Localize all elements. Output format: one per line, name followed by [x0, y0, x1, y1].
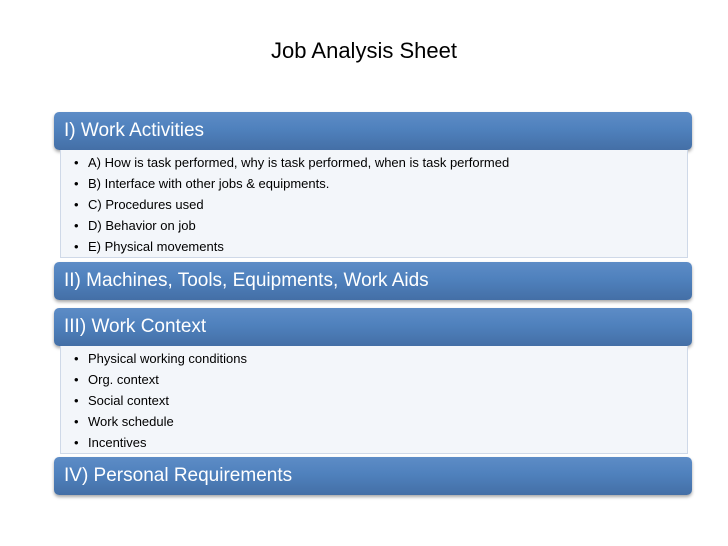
list-item: • Social context	[61, 390, 687, 411]
list-item: • A) How is task performed, why is task performed, when is task performed	[61, 152, 687, 173]
work-activities-list	[61, 152, 687, 257]
section-header-personal-requirements: IV) Personal Requirements	[54, 457, 692, 495]
section-panel-work-context	[60, 346, 688, 454]
list-item: • E) Physical movements	[61, 236, 687, 257]
page-title: Job Analysis Sheet	[271, 38, 457, 63]
list-item: • Org. context	[61, 369, 687, 390]
section-panel-work-activities	[60, 150, 688, 258]
section-header-work-context: III) Work Context	[54, 308, 692, 346]
list-item: • Physical working conditions	[61, 348, 687, 369]
list-item: • B) Interface with other jobs & equipments.	[61, 173, 687, 194]
list-item: • Incentives	[61, 432, 687, 453]
section-header-work-activities: I) Work Activities	[54, 112, 692, 150]
list-item: • C) Procedures used	[61, 194, 687, 215]
list-item: • Work schedule	[61, 411, 687, 432]
list-item: • D) Behavior on job	[61, 215, 687, 236]
section-header-machines-tools: II) Machines, Tools, Equipments, Work Aids	[54, 262, 692, 300]
work-context-list	[61, 348, 687, 453]
